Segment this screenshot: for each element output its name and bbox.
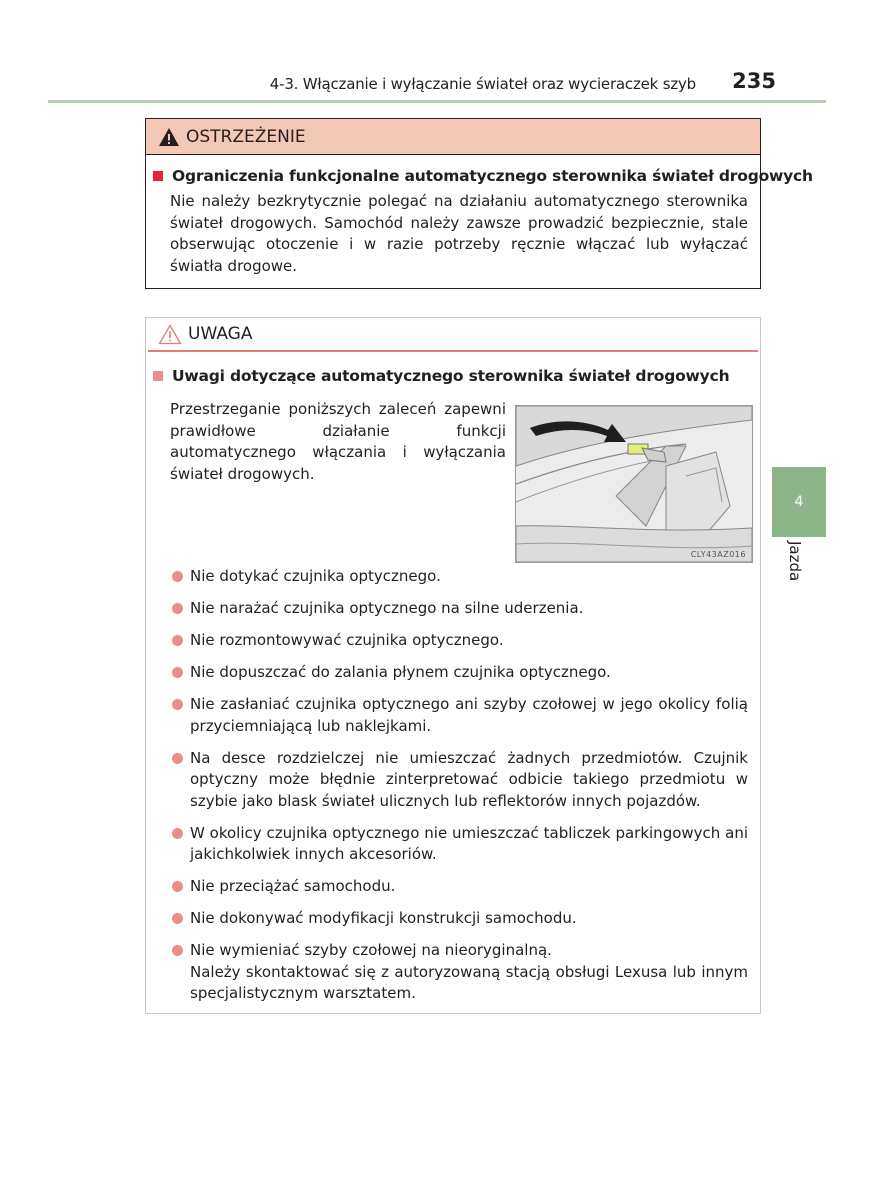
bullet-dot-icon bbox=[172, 881, 183, 892]
bullet-dot-icon bbox=[172, 913, 183, 924]
windshield-sensor-drawing bbox=[516, 406, 752, 562]
warning-triangle-icon bbox=[158, 127, 180, 147]
notice-header bbox=[148, 318, 758, 352]
list-item: Nie rozmontowywać czujnika optycznego. bbox=[170, 630, 748, 652]
bullet-dot-icon bbox=[172, 571, 183, 582]
notice-intro: Przestrzeganie poniższych zaleceń zapewni prawidłowe działanie funkcji automatycznego włączania i wyłączania świateł drogowych. bbox=[170, 400, 506, 483]
list-item: Nie narażać czujnika optycznego na silne uderzenia. bbox=[170, 598, 748, 620]
chapter-tab: 4 bbox=[772, 467, 826, 537]
list-item: Nie dopuszczać do zalania płynem czujnika optycznego. bbox=[170, 662, 748, 684]
warning-heading-text: Ograniczenia funkcjonalne automatycznego sterownika świateł drogowych bbox=[172, 167, 813, 185]
warning-title: OSTRZEŻENIE bbox=[186, 126, 306, 147]
list-item: Nie wymieniać szyby czołowej na nieoryginalną. Należy skontaktować się z autoryzowaną stacją obsługi Lexusa lub innym specjalistycznym warsztatem. bbox=[170, 940, 748, 1005]
red-square-icon bbox=[153, 171, 163, 181]
page-header-title: 4-3. Włączanie i wyłączanie świateł oraz wycieraczek szyb bbox=[269, 75, 696, 93]
bullet-dot-icon bbox=[172, 603, 183, 614]
notice-heading-text: Uwagi dotyczące automatycznego sterownika świateł drogowych bbox=[172, 367, 730, 385]
caution-triangle-outline-icon bbox=[158, 324, 182, 345]
notice-list bbox=[170, 566, 748, 1015]
bullet-dot-icon bbox=[172, 635, 183, 646]
list-item: Na desce rozdzielczej nie umieszczać żadnych przedmiotów. Czujnik optyczny może błędnie zinterpretować odbicie takiego przedmiotu w szybie jako blask świateł ulicznych lub reflektorów innych pojazdów. bbox=[170, 748, 748, 813]
list-item: Nie dotykać czujnika optycznego. bbox=[170, 566, 748, 588]
warning-header bbox=[146, 119, 760, 155]
bullet-dot-icon bbox=[172, 753, 183, 764]
list-item: Nie przeciążać samochodu. bbox=[170, 876, 748, 898]
image-code: CLY43AZ016 bbox=[690, 550, 746, 559]
notice-box bbox=[145, 317, 761, 1014]
sensor-illustration bbox=[515, 405, 753, 563]
list-item: Nie zasłaniać czujnika optycznego ani szyby czołowej w jego okolicy folią przyciemniającą lub naklejkami. bbox=[170, 694, 748, 737]
notice-heading bbox=[153, 367, 729, 385]
notice-title: UWAGA bbox=[188, 324, 253, 344]
bullet-dot-icon bbox=[172, 667, 183, 678]
page-number: 235 bbox=[732, 69, 776, 93]
warning-text: Nie należy bezkrytycznie polegać na działaniu automatycznego sterownika świateł drogowych. Samochód należy zawsze prowadzić bezpiecznie, stale obserwując otoczenie i w razie potrzeby ręcznie włączać lub wyłączać światła drogowe. bbox=[170, 192, 748, 275]
bullet-dot-icon bbox=[172, 828, 183, 839]
header-rule bbox=[48, 100, 826, 103]
pink-square-icon bbox=[153, 371, 163, 381]
warning-heading bbox=[153, 167, 813, 185]
bullet-dot-icon bbox=[172, 945, 183, 956]
chapter-label: Jazda bbox=[786, 541, 804, 582]
list-item: W okolicy czujnika optycznego nie umieszczać tabliczek parkingowych ani jakichkolwiek innych akcesoriów. bbox=[170, 823, 748, 866]
bullet-dot-icon bbox=[172, 699, 183, 710]
list-item: Nie dokonywać modyfikacji konstrukcji samochodu. bbox=[170, 908, 748, 930]
warning-box bbox=[145, 118, 813, 289]
